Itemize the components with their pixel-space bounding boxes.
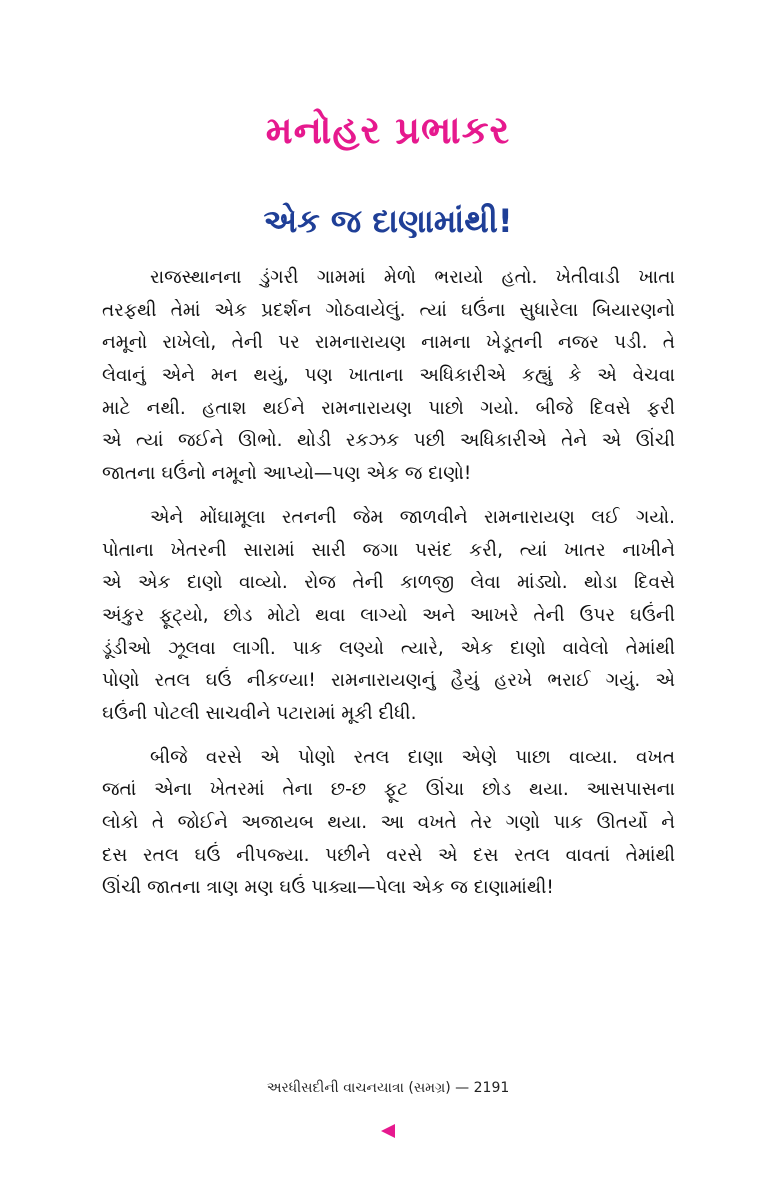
story-body [102,262,675,916]
text-line: જતાં એના ખેતરમાં તેના છ-છ ફૂટ ઊંચા છોડ થયા. આસપાસના [102,779,675,801]
text-line: પોણો રતલ ઘઉં નીકળ્યા! રામનારાયણનું હૈયું હરખે ભરાઈ ગયું. એ [102,670,675,692]
text-line: લોકો તે જોઈને અજાયબ થયા. આ વખતે તેર ગણો પાક ઊતર્યો ને [102,812,675,833]
text-line: તરફથી તેમાં એક પ્રદર્શન ગોઠવાયેલું. ત્યાં ઘઉંના સુધારેલા બિયારણનો [102,299,675,321]
story-title: એક જ દાણામાંથી! [263,202,513,240]
text-line: ડૂંડીઓ ઝૂલવા લાગી. પાક લણ્યો ત્યારે, એક દાણો વાવેલો તેમાંથી [102,637,675,659]
author-name: મનોહર પ્રભાકર [265,108,511,152]
paragraph [102,262,675,491]
text-line: લેવાનું એને મન થયું, પણ ખાતાના અધિકારીએ કહ્યું કે એ વેચવા [102,365,675,387]
paragraph [102,742,675,905]
previous-page-arrow-icon[interactable] [381,1124,395,1138]
text-line: દસ રતલ ઘઉં નીપજ્યા. પછીને વરસે એ દસ રતલ વાવતાં તેમાંથી [102,844,675,866]
paragraph [102,502,675,731]
text-line: માટે નથી. હતાશ થઈને રામનારાયણ પાછો ગયો. બીજે દિવસે ફરી [102,397,675,419]
text-line: બીજે વરસે એ પોણો રતલ દાણા એણે પાછા વાવ્યા. વખત [150,746,675,768]
text-line: રાજસ્થાનના ડુંગરી ગામમાં મેળો ભરાયો હતો. ખેતીવાડી ખાતા [150,267,675,288]
text-line: એ એક દાણો વાવ્યો. રોજ તેની કાળજી લેવા માંડ્યો. થોડા દિવસે [102,572,675,594]
text-line: ઊંચી જાતના ત્રાણ મણ ઘઉં પાક્યા—પેલા એક જ દાણામાંથી! [102,877,554,899]
text-line: અંકુર ફૂટ્યો, છોડ મોટો થવા લાગ્યો અને આખરે તેની ઉપર ઘઉંની [102,604,675,626]
text-line: નમૂનો રાખેલો, તેની પર રામનારાયણ નામના ખેડૂતની નજર પડી. તે [102,332,675,354]
text-line: એ ત્યાં જઈને ઊભો. થોડી રકઝક પછી અધિકારીએ તેને એ ઊંચી [102,430,675,452]
text-line: ઘઉંની પોટલી સાચવીને પટારામાં મૂકી દીધી. [102,702,417,724]
page-footer: અરધીસદીની વાચનયાત્રા (સમગ્ર) — 2191 [266,1080,510,1096]
text-line: એને મોંઘામૂલા રતનની જેમ જાળવીને રામનારાયણ લઈ ગયો. [150,506,675,528]
text-line: જાતના ઘઉંનો નમૂનો આપ્યો—પણ એક જ દાણો! [102,463,472,485]
text-line: પોતાના ખેતરની સારામાં સારી જગા પસંદ કરી, ત્યાં ખાતર નાખીને [102,539,675,561]
